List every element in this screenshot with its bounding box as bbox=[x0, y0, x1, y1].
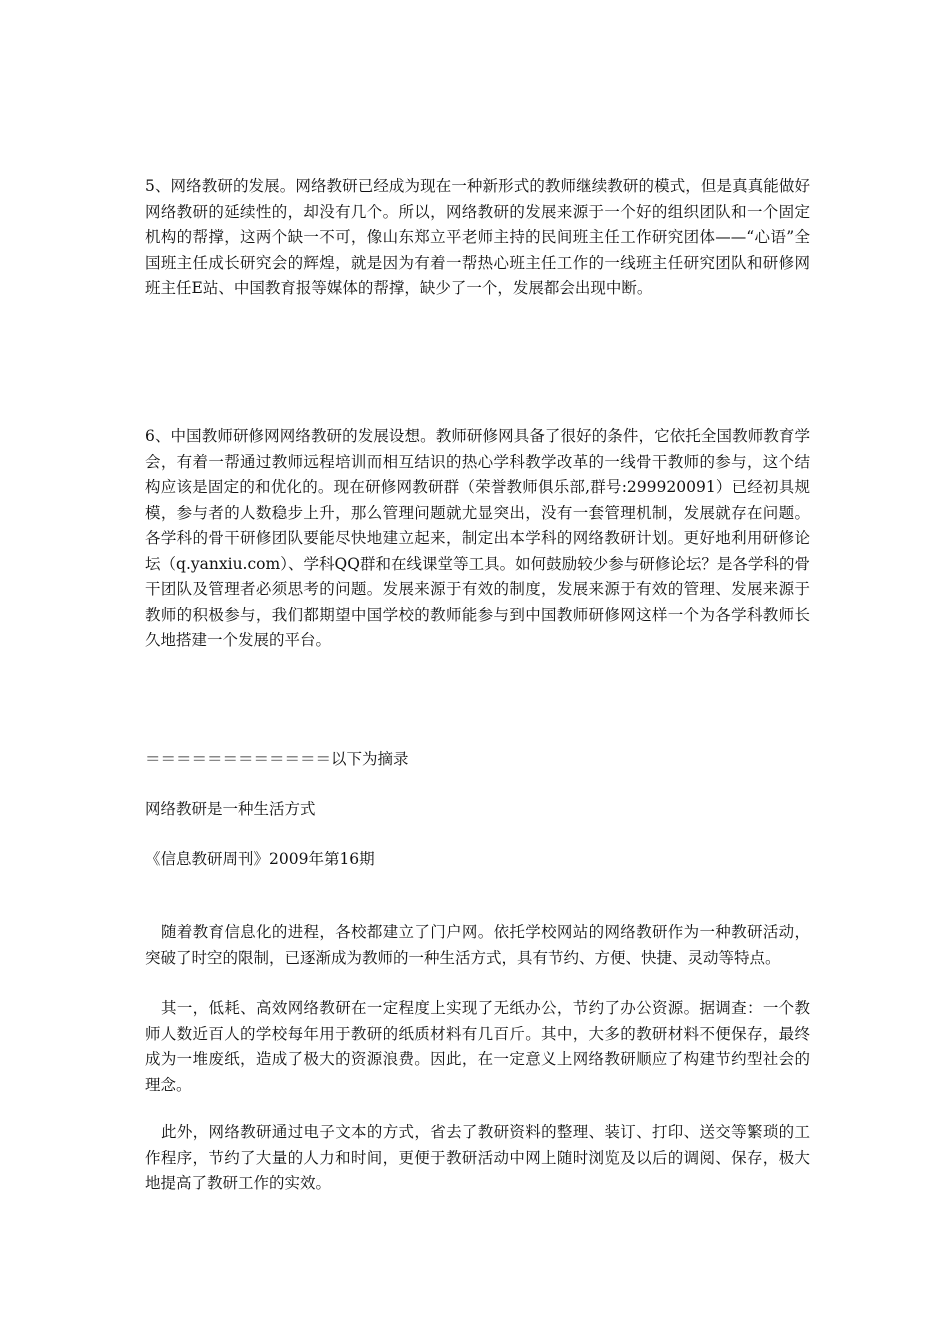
excerpt-title: 网络教研是一种生活方式 bbox=[145, 800, 316, 818]
excerpt-paragraph: 此外，网络教研通过电子文本的方式，省去了教研资料的整理、装订、打印、送交等繁琐的工作程序，节约了大量的人力和时间，更便于教研活动中网上随时浏览及以后的调阅、保存，极大地提高了教研工作的实效。 bbox=[145, 1123, 810, 1192]
excerpt-source: 《信息教研周刊》2009年第16期 bbox=[145, 850, 375, 868]
excerpt-paragraph: 其一，低耗、高效网络教研在一定程度上实现了无纸办公，节约了办公资源。据调查：一个教师人数近百人的学校每年用于教研的纸质材料有几百斤。其中，大多的教研材料不便保存，最终成为一堆废纸，造成了极大的资源浪费。因此，在一定意义上网络教研顺应了构建节约型社会的理念。 bbox=[145, 999, 810, 1094]
excerpt-divider: ＝＝＝＝＝＝＝＝＝＝＝＝以下为摘录 bbox=[145, 750, 409, 768]
excerpt-paragraph: 随着教育信息化的进程，各校都建立了门户网。依托学校网站的网络教研作为一种教研活动，突破了时空的限制，已逐渐成为教师的一种生活方式，具有节约、方便、快捷、灵动等特点。 bbox=[145, 923, 810, 967]
paragraph-section-6: 6、中国教师研修网网络教研的发展设想。教师研修网具备了很好的条件，它依托全国教师教育学会，有着一帮通过教师远程培训而相互结识的热心学科教学改革的一线骨干教师的参与，这个结构应该是固定的和优化的。现在研修网教研群（荣誉教师俱乐部,群号:299920091）已经初具规模，参与者的人数稳步上升，那么管理问题就尤显突出，没有一套管理机制，发展就存在问题。各学科的骨干研修团队要能尽快地建立起来，制定出本学科的网络教研计划。更好地利用研修论坛（q.yanxiu.com）、学科QQ群和在线课堂等工具。如何鼓励较少参与研修论坛？是各学科的骨干团队及管理者必须思考的问题。发展来源于有效的制度，发展来源于有效的管理、发展来源于教师的积极参与，我们都期望中国学校的教师能参与到中国教师研修网这样一个为各学科教师长久地搭建一个发展的平台。 bbox=[145, 427, 810, 649]
paragraph-section-5: 5、网络教研的发展。网络教研已经成为现在一种新形式的教师继续教研的模式，但是真真能做好网络教研的延续性的，却没有几个。所以，网络教研的发展来源于一个好的组织团队和一个固定机构的帮撑，这两个缺一不可，像山东郑立平老师主持的民间班主任工作研究团体——“心语”全国班主任成长研究会的辉煌，就是因为有着一帮热心班主任工作的一线班主任研究团队和研修网班主任E站、中国教育报等媒体的帮撑，缺少了一个，发展都会出现中断。 bbox=[145, 177, 810, 297]
